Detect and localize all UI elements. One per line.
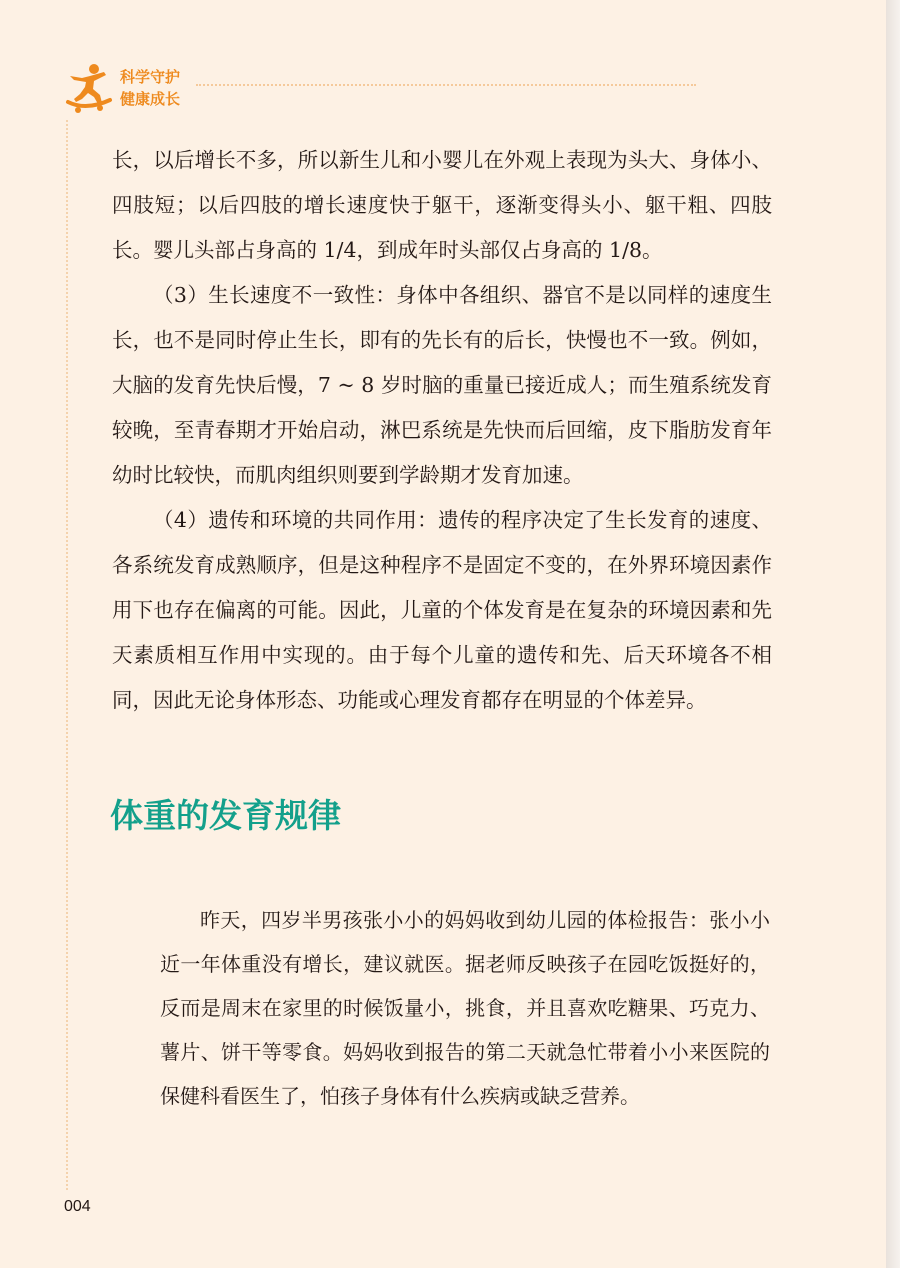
page-number: 004 (64, 1198, 91, 1215)
body-paragraph: （4）遗传和环境的共同作用：遗传的程序决定了生长发育的速度、各系统发育成熟顺序，但是这种程序不是固定不变的，在外界环境因素作用下也存在偏离的可能。因此，儿童的个体发育是在复杂的环境因素和先天素质相互作用中实现的。由于每个儿童的遗传和先、后天环境各不相同，因此无论身体形态、功能或心理发育都存在明显的个体差异。 (112, 508, 772, 712)
page-edge-strip (886, 0, 900, 1268)
header-title-line2: 健康成长 (120, 90, 181, 108)
skateboarder-icon (64, 62, 114, 114)
header-title (120, 66, 280, 110)
header-title-line1: 科学守护 (120, 68, 181, 86)
body-text (112, 138, 772, 723)
left-margin-dotted-line (66, 120, 68, 1190)
case-story (160, 898, 770, 1118)
case-paragraph: 昨天，四岁半男孩张小小的妈妈收到幼儿园的体检报告：张小小近一年体重没有增长，建议就医。据老师反映孩子在园吃饭挺好的，反而是周末在家里的时候饭量小，挑食，并且喜欢吃糖果、巧克力、薯片、饼干等零食。妈妈收到报告的第二天就急忙带着小小来医院的保健科看医生了，怕孩子身体有什么疾病或缺乏营养。 (160, 908, 770, 1108)
header-dotted-rule (196, 84, 696, 86)
section-title: 体重的发育规律 (110, 796, 341, 835)
body-paragraph: 长，以后增长不多，所以新生儿和小婴儿在外观上表现为头大、身体小、四肢短；以后四肢的增长速度快于躯干，逐渐变得头小、躯干粗、四肢长。婴儿头部占身高的 1/4，到成年时头部仅占身高的 1/8。 (112, 148, 772, 262)
body-paragraph: （3）生长速度不一致性：身体中各组织、器官不是以同样的速度生长，也不是同时停止生长，即有的先长有的后长，快慢也不一致。例如，大脑的发育先快后慢，7 ~ 8 岁时脑的重量已接近成人；而生殖系统发育较晚，至青春期才开始启动，淋巴系统是先快而后回缩，皮下脂肪发育年幼时比较快，而肌肉组织则要到学龄期才发育加速。 (112, 283, 772, 487)
